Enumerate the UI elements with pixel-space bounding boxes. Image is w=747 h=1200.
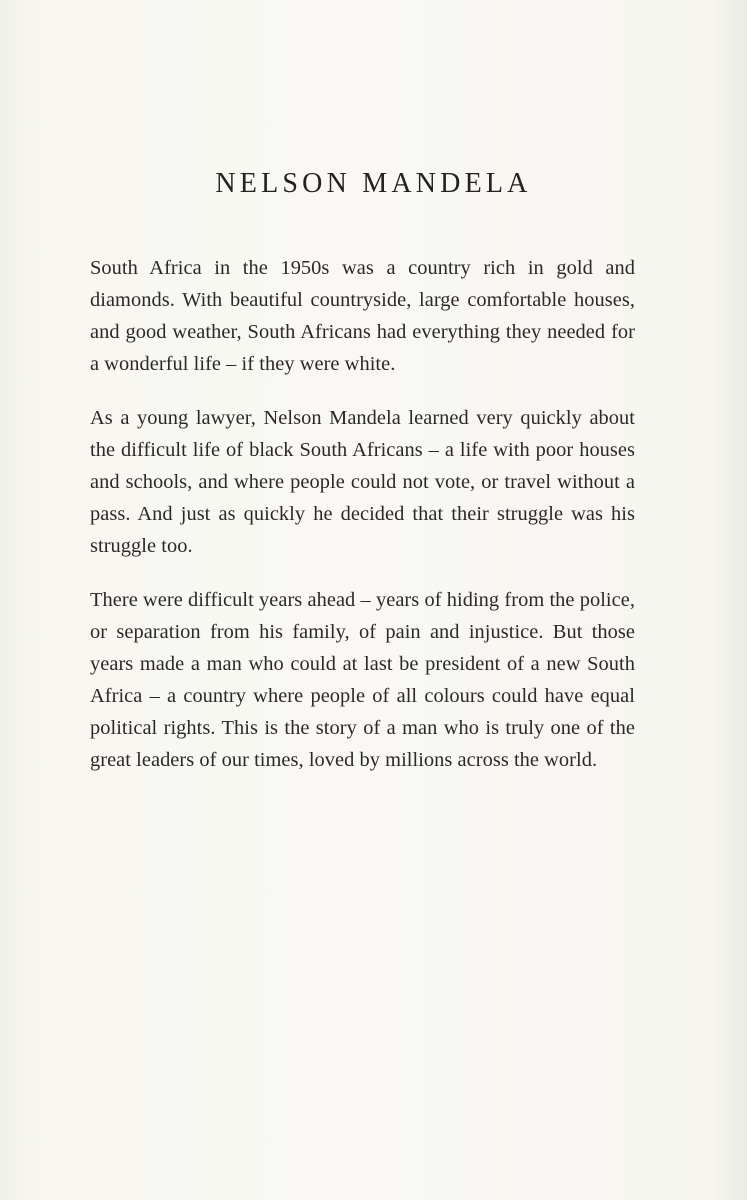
page-title: NELSON MANDELA [215, 168, 532, 199]
paragraph-2: As a young lawyer, Nelson Mandela learned very quickly about the difficult life of black South Africans – a life with poor houses and schools, and where people could not vote, or travel without a pass. And just as quickly he decided that their struggle was his struggle too. [90, 407, 635, 557]
blurb-text [90, 252, 635, 798]
paragraph-1: South Africa in the 1950s was a country rich in gold and diamonds. With beautiful countryside, large comfortable houses, and good weather, South Africans had everything they needed for a wonderful life – if they were white. [90, 257, 635, 375]
paragraph-3: There were difficult years ahead – years of hiding from the police, or separation from his family, of pain and injustice. But those years made a man who could at last be president of a new South Africa – a country where people of all colours could have equal political rights. This is the story of a man who is truly one of the great leaders of our times, loved by millions across the world. [90, 589, 635, 771]
